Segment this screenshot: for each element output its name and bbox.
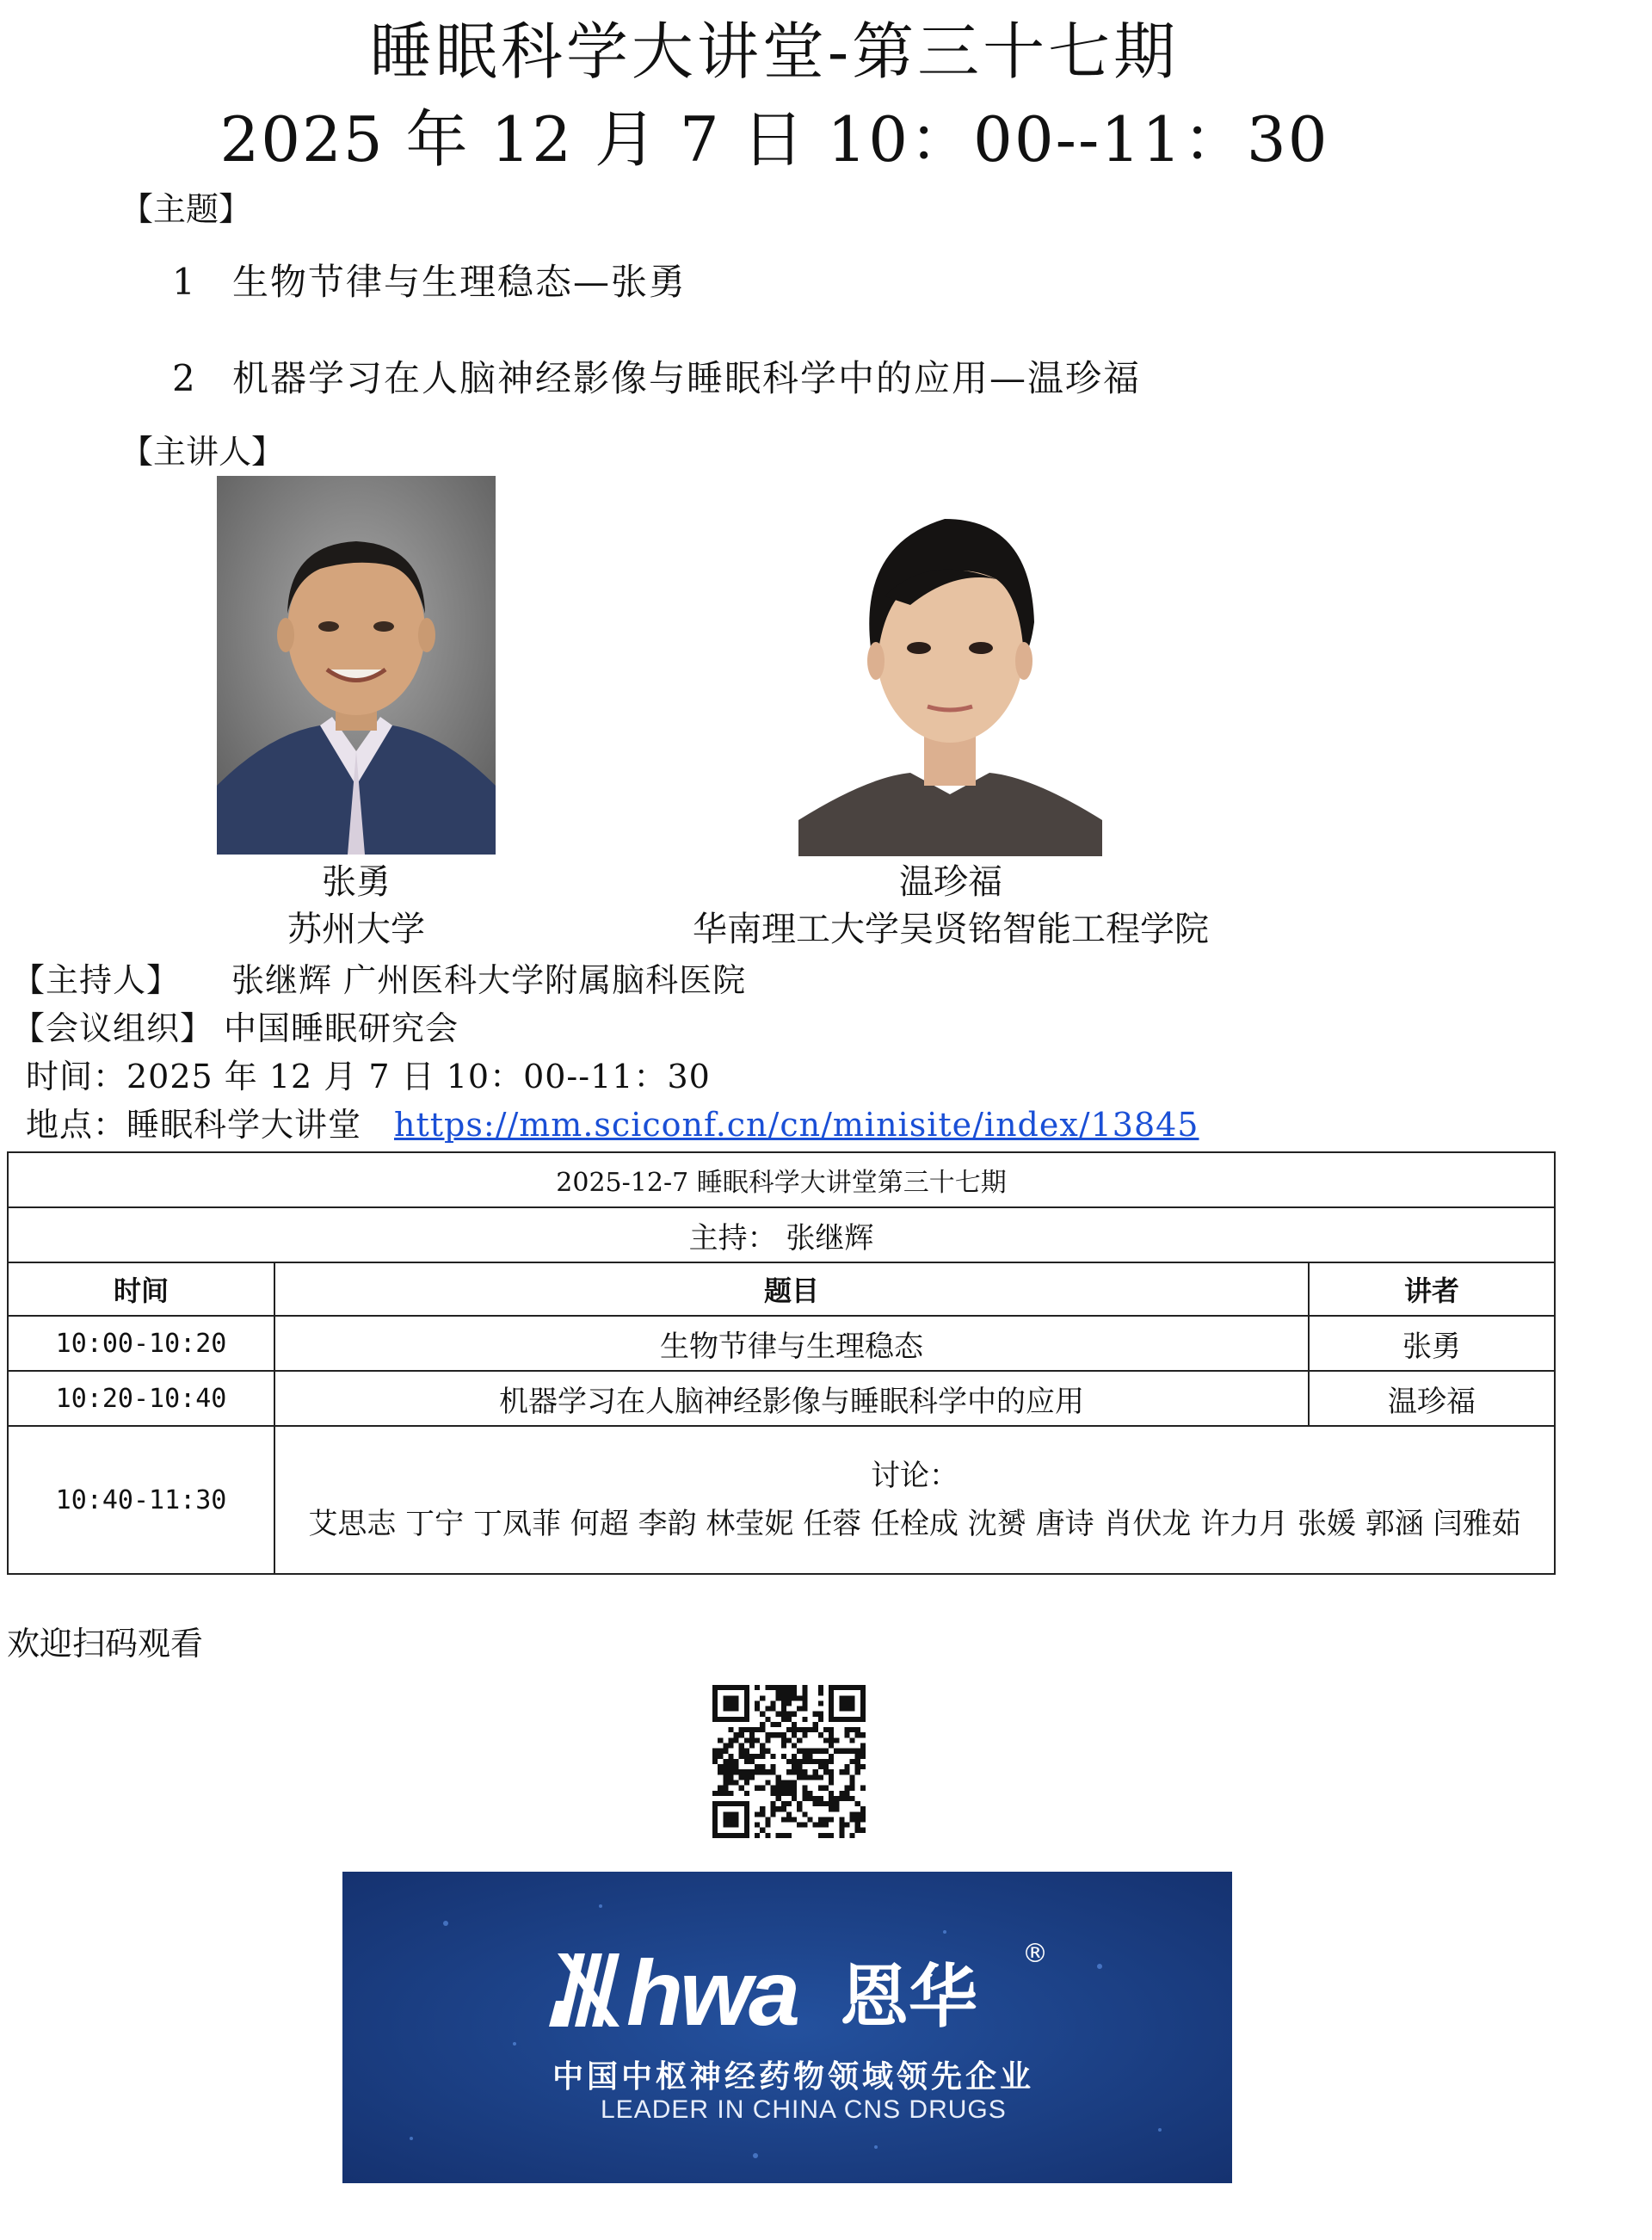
row-time: 10:20-10:40 (8, 1371, 274, 1426)
place-line (26, 1101, 1199, 1148)
sponsor-banner (342, 1872, 1232, 2183)
page-title: 睡眠科学大讲堂-第三十七期 (369, 15, 1180, 88)
scan-prompt: 欢迎扫码观看 (7, 1625, 204, 1663)
host-line (12, 957, 746, 1003)
topics-heading: 【主题】 (120, 190, 252, 228)
topic-number: 2 (172, 357, 197, 399)
speaker-name: 张勇 (322, 862, 391, 902)
discussion-label: 讨论： (871, 1459, 959, 1493)
topic-number: 1 (172, 261, 197, 303)
host-value: 张继辉 广州医科大学附属脑科医院 (231, 961, 747, 999)
speaker-photo-wen-zhenfu (798, 476, 1102, 856)
schedule-title: 2025-12-7 睡眠科学大讲堂第三十七期 (8, 1152, 1555, 1207)
row-topic: 生物节律与生理稳态 (274, 1316, 1309, 1371)
slogan-en: LEADER IN CHINA CNS DRUGS (601, 2095, 1007, 2124)
topic-item-2 (172, 355, 1141, 403)
organizer-line (12, 1005, 459, 1052)
speaker-name: 温珍福 (899, 862, 1002, 902)
organizer-label: 【会议组织】 (12, 1009, 214, 1047)
speaker-affiliation: 苏州大学 (287, 910, 425, 949)
topic-text: 生物节律与生理稳态—张勇 (232, 261, 687, 303)
column-header-time: 时间 (8, 1262, 274, 1316)
time-line: 时间：2025 年 12 月 7 日 10：00--11：30 (26, 1058, 711, 1095)
column-header-topic: 题目 (274, 1262, 1309, 1316)
discussion-cell (274, 1426, 1555, 1574)
event-datetime: 2025 年 12 月 7 日 10：00--11：30 (219, 103, 1329, 176)
row-time: 10:40-11:30 (8, 1426, 274, 1574)
discussion-participants: 艾思志 丁宁 丁凤菲 何超 李韵 林莹妮 任蓉 任栓成 沈赟 唐诗 肖伏龙 许力月 张媛 郭涵 闫雅茹 (308, 1507, 1521, 1541)
brand-logo-latin: hwa (626, 1941, 798, 2045)
schedule-title-row (8, 1152, 1555, 1207)
row-time: 10:00-10:20 (8, 1316, 274, 1371)
schedule-host-row (8, 1207, 1555, 1262)
host-label: 【主持人】 (12, 961, 181, 999)
topic-text: 机器学习在人脑神经影像与睡眠科学中的应用—温珍福 (232, 357, 1142, 399)
speaker-photo-zhang-yong (217, 476, 496, 855)
row-speaker: 温珍福 (1309, 1371, 1555, 1426)
topic-item-1 (172, 258, 687, 306)
qr-code-icon[interactable] (712, 1685, 866, 1838)
registered-mark: ® (1022, 1939, 1048, 1969)
organizer-value: 中国睡眠研究会 (224, 1009, 459, 1047)
slogan-cn: 中国中枢神经药物领域领先企业 (552, 2059, 1035, 2095)
schedule-table (7, 1151, 1556, 1575)
brand-logo-cn: 恩华 (840, 1957, 977, 2037)
row-speaker: 张勇 (1309, 1316, 1555, 1371)
place-label: 地点：睡眠科学大讲堂 (26, 1106, 362, 1144)
schedule-header-row (8, 1262, 1555, 1316)
row-topic: 机器学习在人脑神经影像与睡眠科学中的应用 (274, 1371, 1309, 1426)
schedule-host: 主持： 张继辉 (8, 1207, 1555, 1262)
table-row (8, 1316, 1555, 1371)
event-link[interactable]: https://mm.sciconf.cn/cn/minisite/index/13845 (394, 1106, 1199, 1144)
speaker-affiliation: 华南理工大学吴贤铭智能工程学院 (693, 910, 1209, 949)
speakers-heading: 【主讲人】 (120, 433, 285, 471)
discussion-row (8, 1426, 1555, 1574)
table-row (8, 1371, 1555, 1426)
column-header-speaker: 讲者 (1309, 1262, 1555, 1316)
